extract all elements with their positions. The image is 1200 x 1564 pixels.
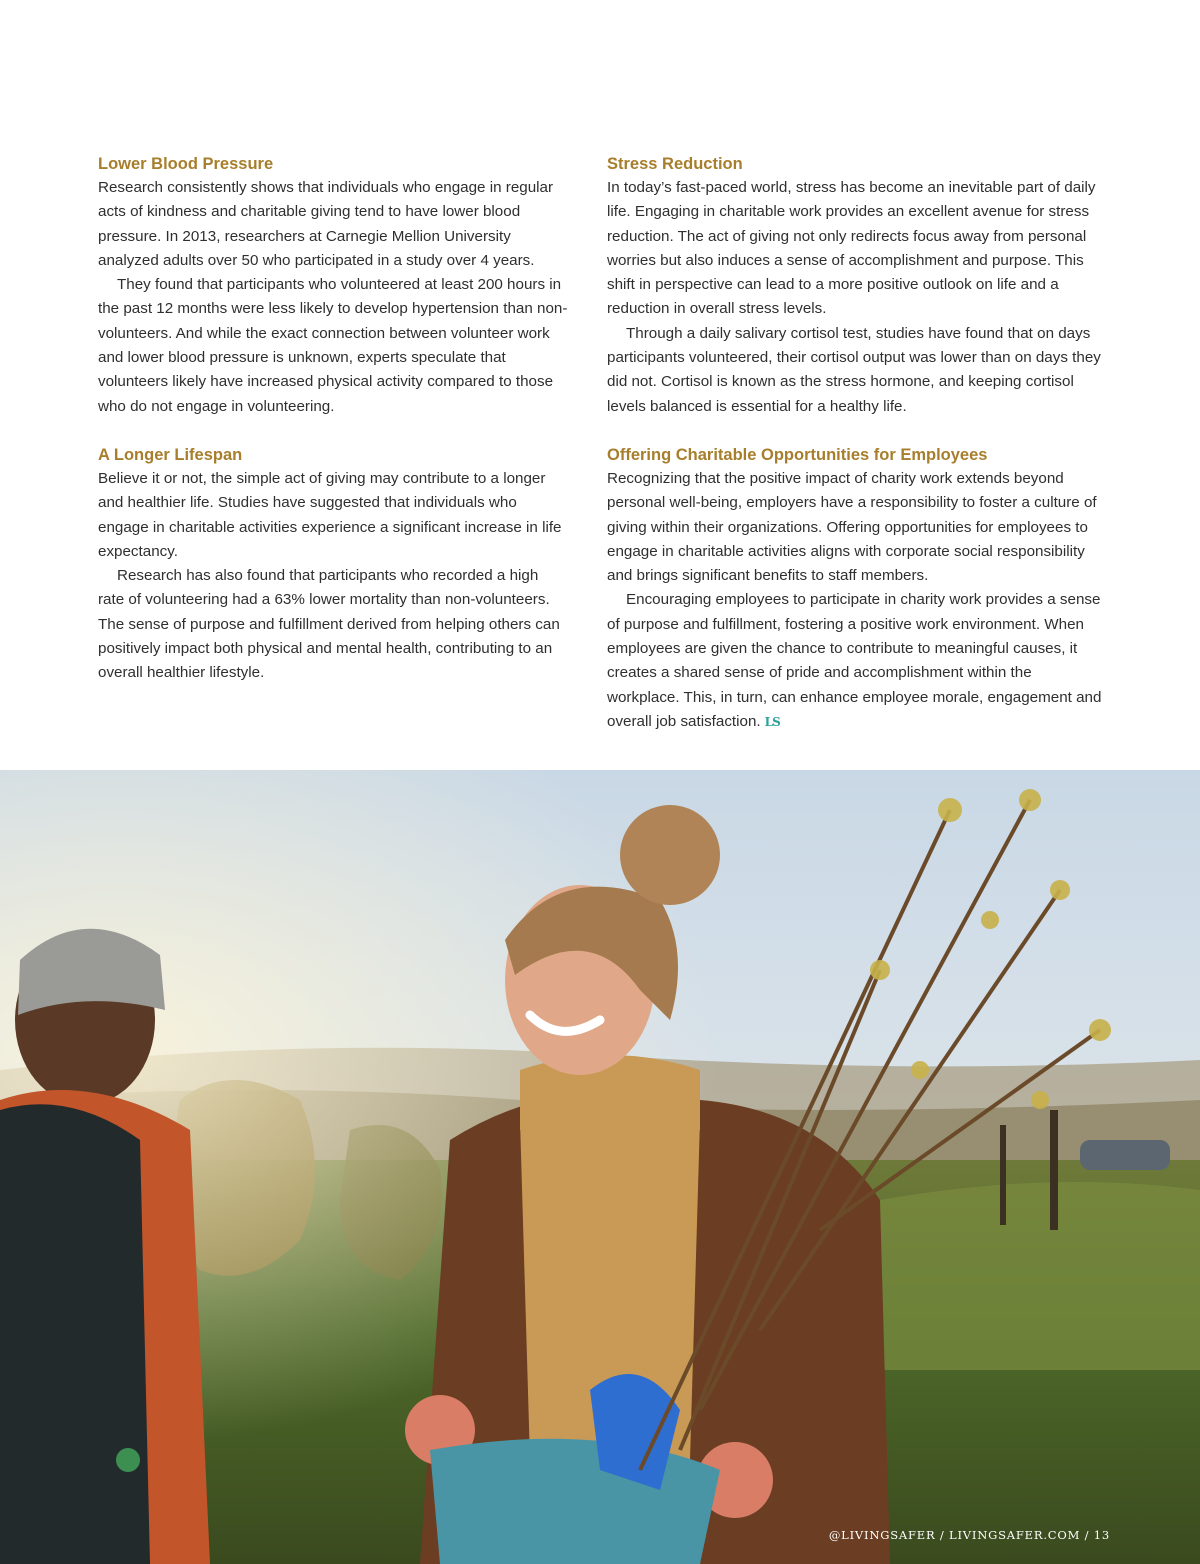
paragraph: Through a daily salivary cortisol test, studies have found that on days participants volunteered, their cortisol output was lower than on days they did not. Cortisol is known as the stress hormone, and keeping cortisol levels balanced is essential for a healthy life. xyxy=(607,324,1101,415)
paragraph: Recognizing that the positive impact of charity work extends beyond personal well-being, employers have a responsibility to foster a culture of giving within their organizations. Offering opportunities for employees to engage in charitable activities aligns with corporate social responsibility and brings significant benefits to staff members. xyxy=(607,469,1097,585)
footer-credit: @LIVINGSAFER / LIVINGSAFER.COM / 13 xyxy=(828,1528,1110,1542)
paragraph: In today’s fast-paced world, stress has become an inevitable part of daily life. Engaging in charitable work provides an excellent avenue for stress reduction. The act of giving not only redirects focus away from personal worries but also induces a sense of accomplishment and purpose. This shift in perspective can lead to a more positive outlook on life and a reduction in overall stress levels. xyxy=(607,179,1096,318)
paragraph: They found that participants who volunteered at least 200 hours in the past 12 months were less likely to develop hypertension than non-volunteers. And while the exact connection between volunteer work and lower blood pressure is unknown, experts speculate that volunteers likely have increased physical activity compared to those who do not engage in volunteering. xyxy=(98,276,568,415)
heading-charitable-opportunities: Offering Charitable Opportunities for Employees xyxy=(607,445,988,464)
heading-longer-lifespan: A Longer Lifespan xyxy=(98,445,243,464)
paragraph-text: Encouraging employees to participate in charity work provides a sense of purpose and fulfillment, fostering a positive work environment. When employees are given the chance to contribute to meaningful causes, it creates a shared sense of pride and accomplishment within the workplace. This, in turn, can enhance employee morale, engagement and overall job satisfaction. xyxy=(607,591,1102,730)
paragraph: Research has also found that participants who recorded a high rate of volunteering had a 63% lower mortality than non-volunteers. The sense of purpose and fulfillment derived from helping others can positively impact both physical and mental health, contributing to an overall healthier lifestyle. xyxy=(98,567,560,682)
left-column xyxy=(98,152,568,686)
paragraph: Research consistently shows that individuals who engage in regular acts of kindness and charitable giving tend to have lower blood pressure. In 2013, researchers at Carnegie Mellion University analyzed adults over 50 who participated in a study over 4 years. xyxy=(98,179,554,269)
heading-stress-reduction: Stress Reduction xyxy=(607,155,743,173)
end-mark-icon: LS xyxy=(764,714,780,729)
paragraph xyxy=(607,588,1107,734)
paragraph: Believe it or not, the simple act of giving may contribute to a longer and healthier life. Studies have suggested that individuals who engage in charitable activities experience a significant increase in life expectancy. xyxy=(98,469,562,560)
volunteers-photo xyxy=(0,770,1200,1564)
heading-lower-blood-pressure: Lower Blood Pressure xyxy=(98,155,274,173)
right-column xyxy=(607,152,1107,734)
